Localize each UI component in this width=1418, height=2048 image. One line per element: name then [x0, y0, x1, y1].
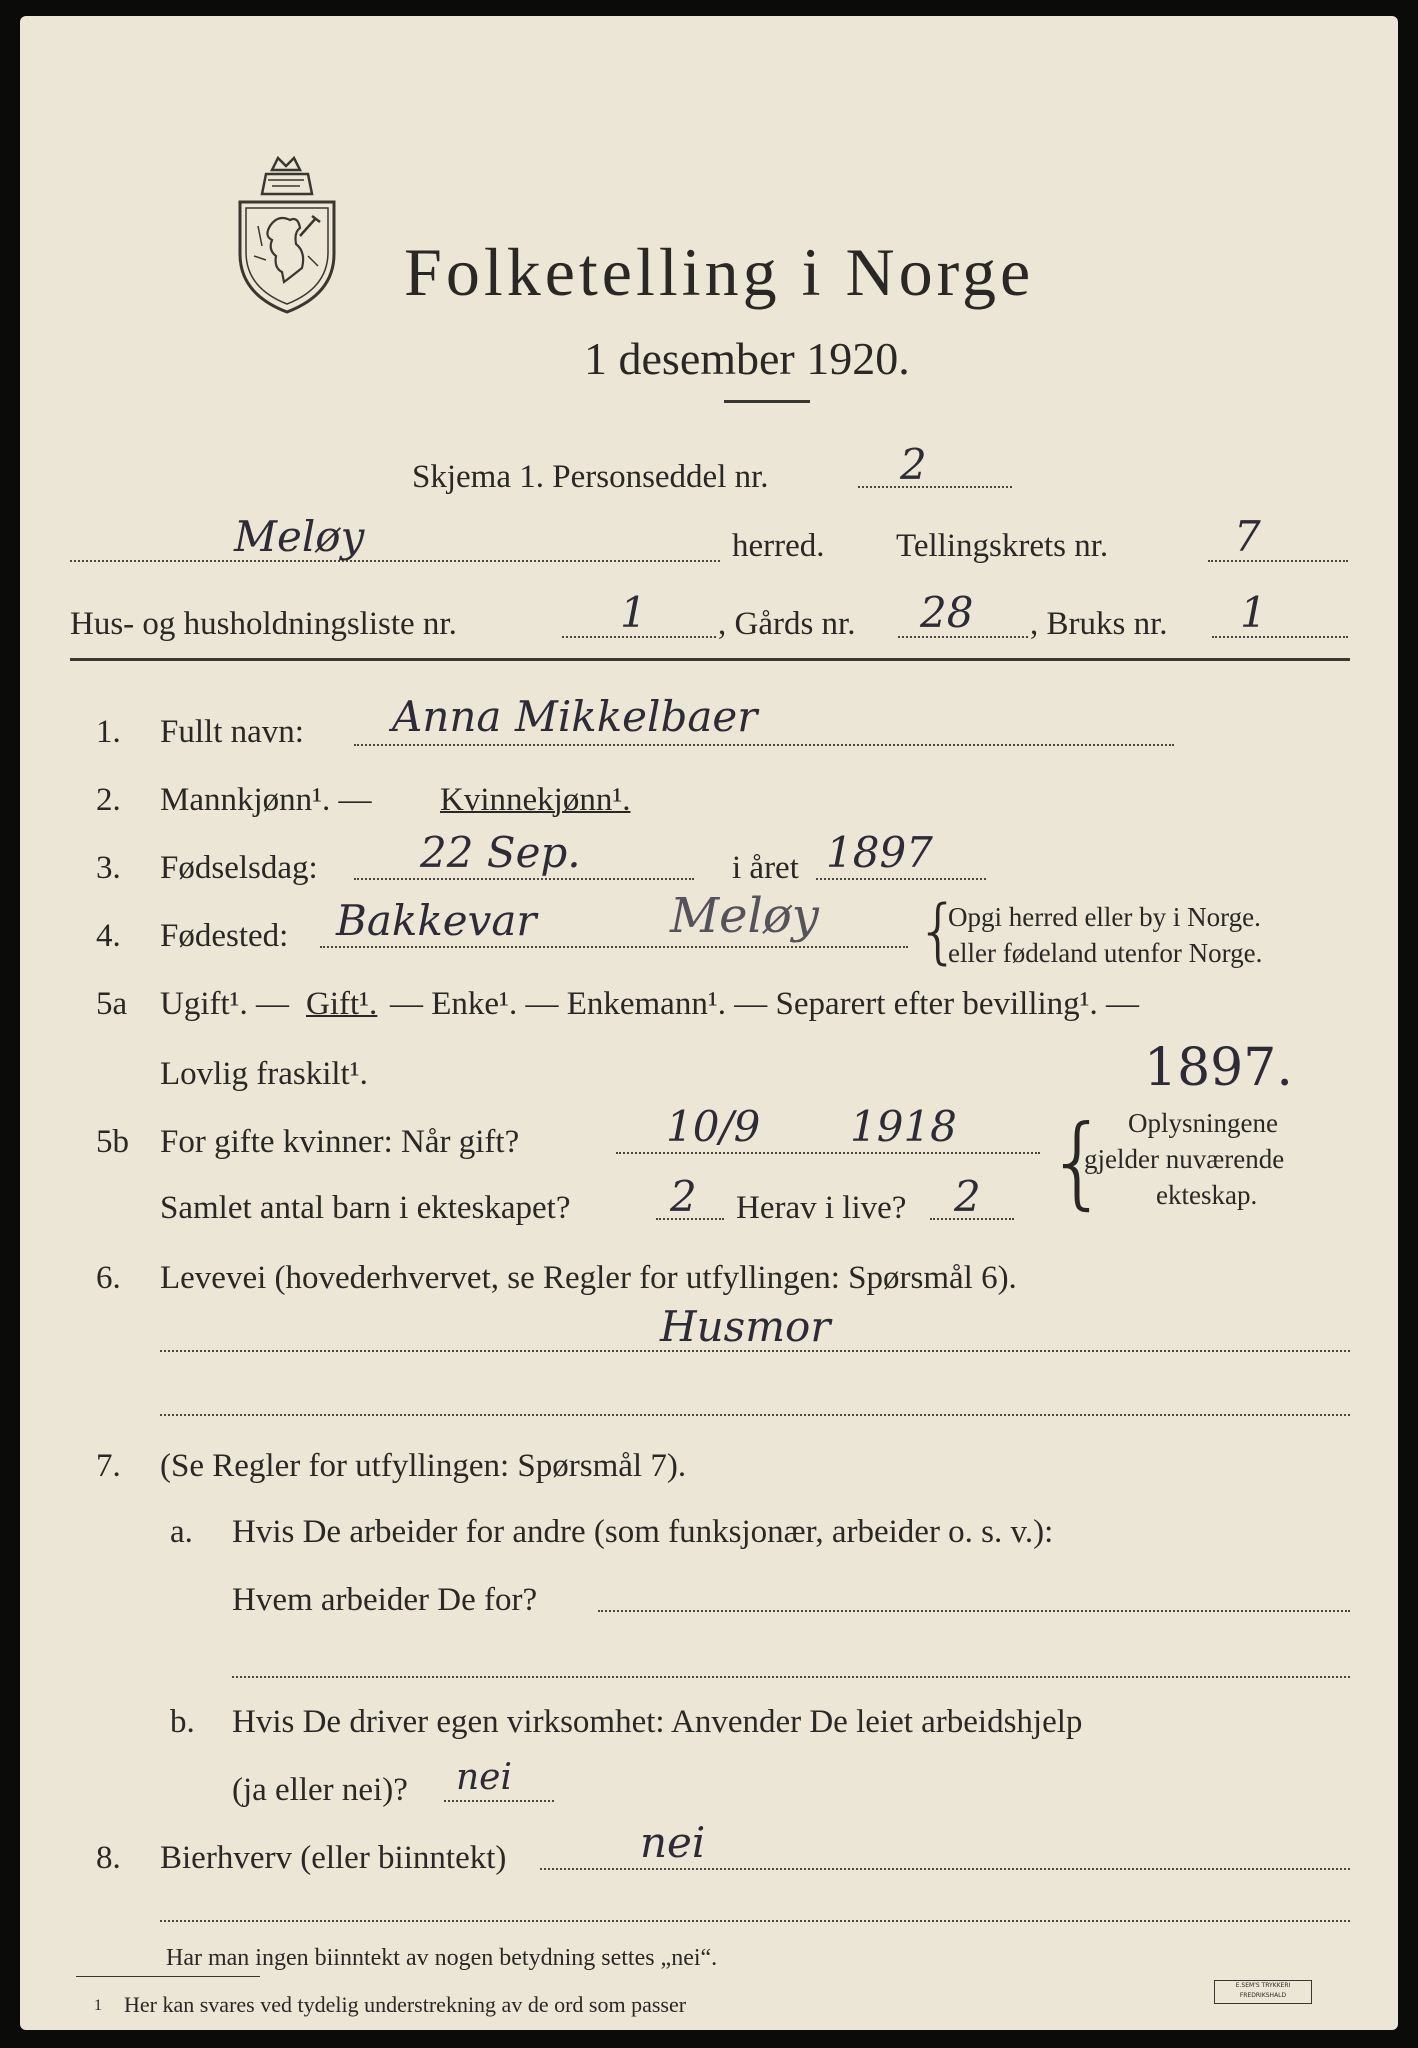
q3-label: Fødselsdag:: [160, 850, 318, 886]
q7b-line1: Hvis De driver egen virksomhet: Anvender De leiet arbeidshjelp: [232, 1704, 1083, 1740]
q1-full-name-value[interactable]: Anna Mikkelbaer: [392, 692, 758, 741]
norway-coat-of-arms-icon: [228, 156, 346, 316]
q5b-date-line: [616, 1152, 1040, 1154]
q3-number: 3.: [96, 850, 121, 886]
footnote-divider: [76, 1976, 260, 1977]
q5a-married-option[interactable]: Gift¹.: [306, 986, 378, 1022]
q2-number: 2.: [96, 782, 121, 818]
footnote-number: 1: [94, 1997, 102, 2014]
bruks-value[interactable]: 1: [1240, 588, 1267, 637]
q7a-line1: Hvis De arbeider for andre (som funksjonær, arbeider o. s. v.):: [232, 1514, 1054, 1550]
q8-label: Bierhverv (eller biinntekt): [160, 1840, 507, 1876]
q3-year-value[interactable]: 1897: [826, 828, 933, 877]
q1-label: Fullt navn:: [160, 714, 304, 750]
q7-label: (Se Regler for utfyllingen: Spørsmål 7).: [160, 1448, 687, 1484]
gards-value[interactable]: 28: [920, 588, 974, 637]
q7a-employer-line: [598, 1610, 1350, 1612]
q2-female-option[interactable]: Kvinnekjønn¹.: [440, 782, 631, 818]
q4-brace: {: [916, 890, 961, 972]
q5b-note-line2: gjelder nuværende: [1084, 1144, 1285, 1174]
herred-value[interactable]: Meløy: [234, 512, 365, 561]
q7b-letter: b.: [170, 1704, 195, 1740]
q6-label: Levevei (hovederhvervet, se Regler for utfyllingen: Spørsmål 6).: [160, 1260, 1017, 1296]
footnote-text: Her kan svares ved tydelig understrekning av de ord som passer: [124, 1992, 687, 2017]
q4-note-line2: eller fødeland utenfor Norge.: [948, 938, 1263, 968]
q5a-other-options[interactable]: — Enke¹. — Enkemann¹. — Separert efter bevilling¹. —: [390, 986, 1140, 1022]
q1-number: 1.: [96, 714, 121, 750]
schema-label: Skjema 1. Personseddel nr.: [412, 459, 769, 495]
q5b-alive-value[interactable]: 2: [954, 1172, 981, 1221]
printer-stamp-text: E.SEM'S TRYKKERI FREDRIKSHALD: [1235, 1982, 1291, 1999]
q3-date-line: [354, 878, 694, 880]
q5b-alive-label: Herav i live?: [736, 1190, 907, 1226]
herred-label: herred.: [732, 528, 825, 564]
q8-extra-line: [160, 1920, 1350, 1922]
q7b-answer-line: [444, 1800, 554, 1802]
form-title: Folketelling i Norge: [404, 234, 1035, 310]
q3-year-line: [816, 878, 986, 880]
q4-note-line1: Opgi herred eller by i Norge.: [948, 902, 1261, 932]
q4-birthplace-value[interactable]: Bakkevar: [336, 896, 537, 945]
title-divider: [724, 400, 810, 403]
q7-number: 7.: [96, 1448, 121, 1484]
q5b-note-line1: Oplysningene: [1128, 1108, 1278, 1138]
q5b-note-line3: ekteskap.: [1156, 1180, 1258, 1210]
q4-line: [320, 946, 908, 948]
q5b-children-value[interactable]: 2: [670, 1172, 697, 1221]
schema-number-value[interactable]: 2: [900, 440, 927, 489]
bruks-line: [1212, 636, 1348, 638]
q4-birthplace-value-2[interactable]: Meløy: [670, 888, 819, 944]
q5a-number: 5a: [96, 986, 128, 1022]
q7a-line2: Hvem arbeider De for?: [232, 1582, 538, 1618]
q8-answer-value[interactable]: nei: [640, 1818, 706, 1867]
tellingskrets-value[interactable]: 7: [1234, 512, 1261, 561]
q5a-divorced-option[interactable]: Lovlig fraskilt¹.: [160, 1056, 368, 1092]
bruks-label: , Bruks nr.: [1030, 606, 1168, 642]
schema-number-line: [858, 486, 1012, 488]
q5b-children-label: Samlet antal barn i ekteskapet?: [160, 1190, 571, 1226]
q7a-extra-line: [232, 1676, 1350, 1678]
q5b-number: 5b: [96, 1124, 129, 1160]
household-list-value[interactable]: 1: [620, 588, 647, 637]
q6-line-2: [160, 1414, 1350, 1416]
q5b-label: For gifte kvinner: Når gift?: [160, 1124, 520, 1160]
printer-stamp: [1214, 1980, 1312, 2004]
household-list-label: Hus- og husholdningsliste nr.: [70, 606, 457, 642]
census-form: [20, 16, 1398, 2030]
gards-label: , Gårds nr.: [718, 606, 856, 642]
q6-occupation-value[interactable]: Husmor: [660, 1302, 831, 1351]
q2-male-option[interactable]: Mannkjønn¹. —: [160, 782, 372, 818]
q7a-letter: a.: [170, 1514, 193, 1550]
q8-line: [540, 1868, 1350, 1870]
q4-number: 4.: [96, 918, 121, 954]
census-date: 1 desember 1920.: [584, 333, 910, 384]
q8-number: 8.: [96, 1840, 121, 1876]
q5b-date-value[interactable]: 10/9: [666, 1102, 761, 1151]
q5a-margin-note: 1897.: [1144, 1038, 1293, 1098]
q6-number: 6.: [96, 1260, 121, 1296]
herred-line: [70, 560, 720, 562]
q5b-brace: {: [1046, 1103, 1110, 1220]
q5a-unmarried-option[interactable]: Ugift¹. —: [160, 986, 290, 1022]
q7b-line2: (ja eller nei)?: [232, 1772, 408, 1808]
footer-note: Har man ingen biinntekt av nogen betydning settes „nei“.: [166, 1945, 718, 1971]
tellingskrets-line: [1208, 560, 1348, 562]
q7b-answer-value[interactable]: nei: [456, 1757, 513, 1798]
tellingskrets-label: Tellingskrets nr.: [896, 528, 1109, 564]
q3-birthday-value[interactable]: 22 Sep.: [420, 828, 581, 877]
header-divider: [70, 658, 1350, 661]
q5b-year-value[interactable]: 1918: [850, 1102, 957, 1151]
q3-year-label: i året: [732, 850, 799, 886]
q4-label: Fødested:: [160, 918, 289, 954]
q1-line: [354, 744, 1174, 746]
